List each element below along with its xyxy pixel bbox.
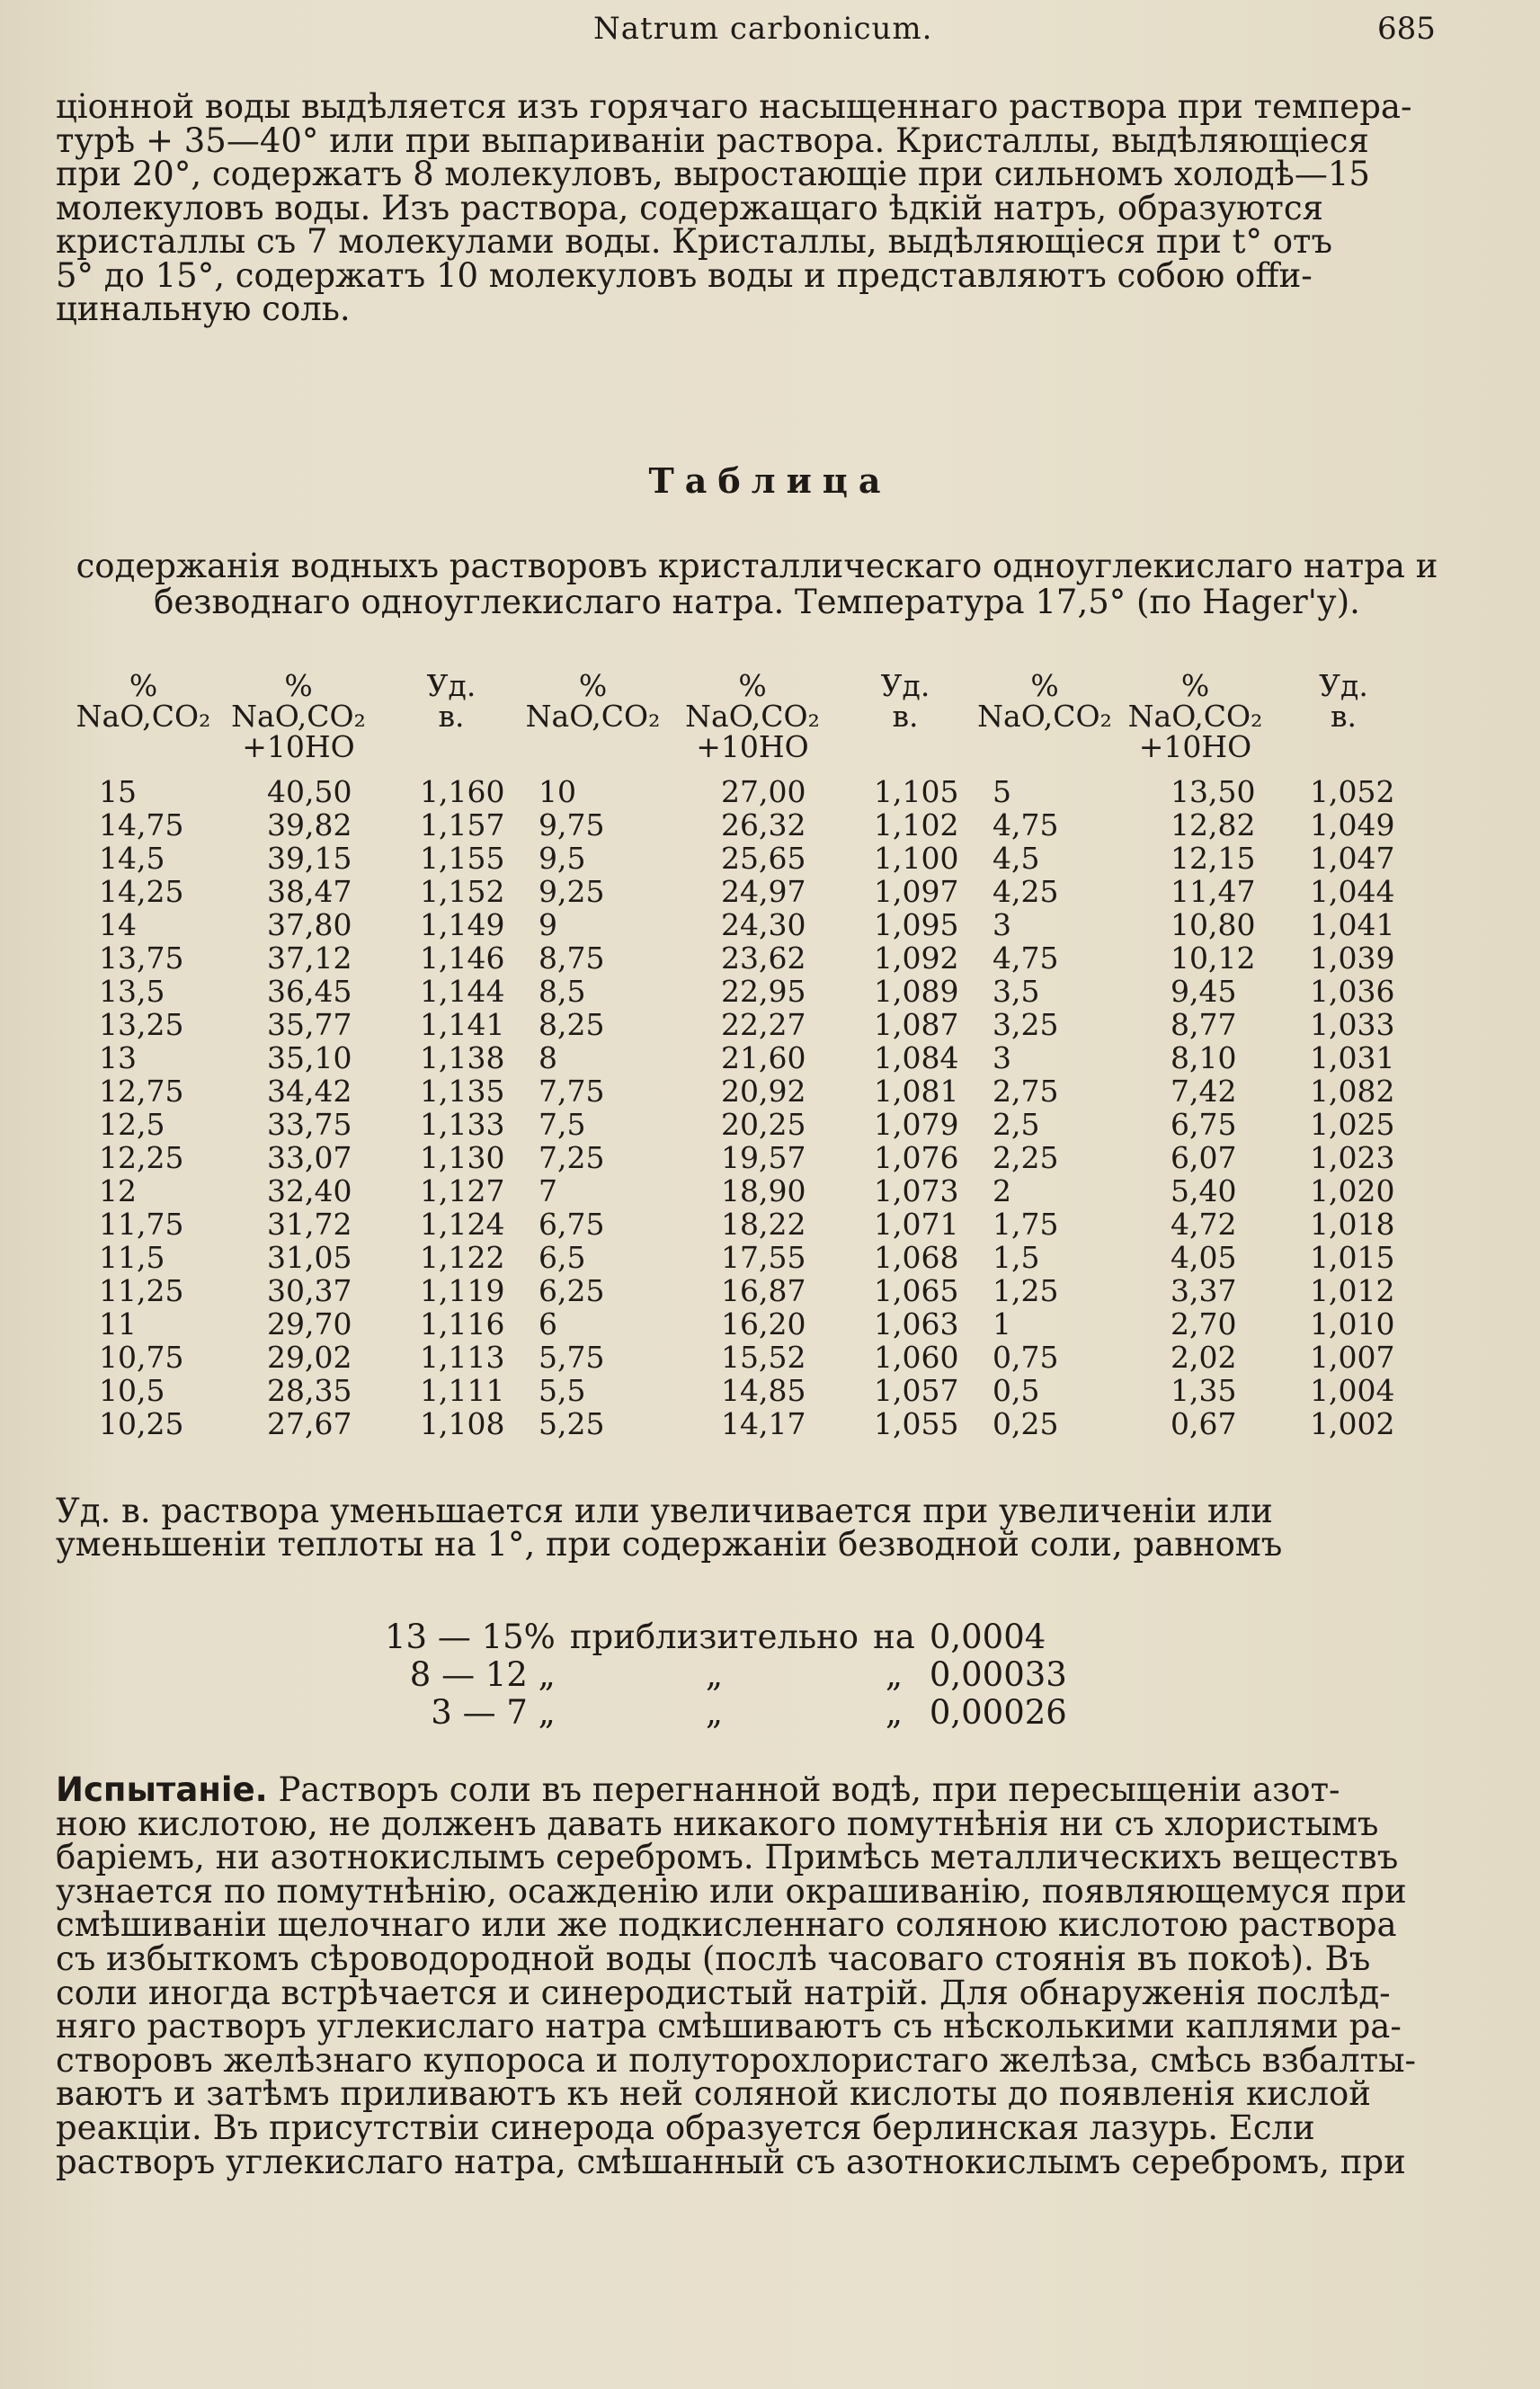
table-cell: 1,5: [993, 1240, 1040, 1275]
table-cell: 1,012: [1310, 1273, 1395, 1308]
table-cell: 2,75: [993, 1074, 1059, 1109]
table-row: [74, 842, 1413, 875]
table-cell: 5,5: [539, 1373, 586, 1408]
table-cell: 1,092: [874, 940, 959, 976]
column-header-main: в.: [892, 699, 919, 734]
table-row: [74, 908, 1413, 941]
table-cell: 14: [99, 907, 137, 942]
table-cell: 1,102: [874, 807, 959, 842]
table-cell: 1,015: [1310, 1240, 1395, 1275]
table-cell: 1,157: [420, 807, 505, 842]
table-cell: 37,80: [267, 907, 352, 942]
table-caption: [56, 548, 1458, 620]
table-cell: 28,35: [267, 1373, 352, 1408]
table-cell: 1,116: [420, 1306, 505, 1342]
table-cell: 12,5: [99, 1107, 165, 1142]
table-cell: 10,75: [99, 1340, 184, 1375]
table-cell: 29,70: [267, 1306, 352, 1342]
table-cell: 1,049: [1310, 807, 1395, 842]
caption-line: безводнаго одноуглекислаго натра. Температура 17,5° (по Hager'у).: [154, 583, 1360, 621]
column-header-main: NaO,CO₂: [76, 699, 211, 734]
running-title: Natrum carbonicum.: [593, 11, 933, 47]
paragraph-line: ціонной воды выдѣляется изъ горячаго насыщеннаго раствора при темпера-: [56, 87, 1412, 126]
table-cell: 13,75: [99, 940, 184, 976]
table-cell: 35,77: [267, 1007, 352, 1042]
testing-line: реакціи. Въ присутствіи синерода образуется берлинская лазурь. Если: [56, 2108, 1315, 2147]
table-cell: 1,113: [420, 1340, 505, 1375]
table-cell: 38,47: [267, 874, 352, 909]
table-cell: 20,25: [721, 1107, 806, 1142]
table-cell: 10,12: [1171, 940, 1256, 976]
column-header-sub: +10HO: [696, 729, 809, 764]
table-cell: 6,75: [539, 1207, 605, 1242]
table-cell: 1,160: [420, 774, 505, 809]
table-cell: 1,152: [420, 874, 505, 909]
paragraph-line: турѣ + 35—40° или при выпариваніи раствора. Кристаллы, выдѣляющіеся: [56, 120, 1369, 160]
table-cell: 1,047: [1310, 841, 1395, 876]
table-cell: 1,097: [874, 874, 959, 909]
table-row: [74, 1374, 1413, 1407]
column-header-top: %: [1030, 668, 1059, 703]
testing-line: растворъ углекислаго натра, смѣшанный съ азотнокислымъ серебромъ, при: [56, 2142, 1406, 2181]
table-cell: 27,67: [267, 1406, 352, 1441]
table-cell: 1,079: [874, 1107, 959, 1142]
table-cell: 5,75: [539, 1340, 605, 1375]
table-cell: 3,37: [1171, 1273, 1237, 1308]
table-cell: 33,75: [267, 1107, 352, 1142]
table-cell: 10,25: [99, 1406, 184, 1441]
correction-prep: „: [885, 1693, 904, 1732]
table-cell: 1,122: [420, 1240, 505, 1275]
table-row: [74, 941, 1413, 975]
table-cell: 18,90: [721, 1173, 806, 1208]
table-cell: 1,111: [420, 1373, 505, 1408]
table-cell: 16,87: [721, 1273, 806, 1308]
table-cell: 39,82: [267, 807, 352, 842]
table-cell: 14,25: [99, 874, 184, 909]
table-row: [74, 1407, 1413, 1440]
table-cell: 13,5: [99, 974, 165, 1009]
table-cell: 22,95: [721, 974, 806, 1009]
table-cell: 31,05: [267, 1240, 352, 1275]
table-cell: 7,5: [539, 1107, 586, 1142]
table-cell: 1,089: [874, 974, 959, 1009]
table-cell: 9,25: [539, 874, 605, 909]
table-cell: 3: [993, 1040, 1011, 1075]
table-cell: 21,60: [721, 1040, 806, 1075]
table-cell: 1,004: [1310, 1373, 1395, 1408]
table-cell: 6,5: [539, 1240, 586, 1275]
table-cell: 29,02: [267, 1340, 352, 1375]
table-row: [74, 1008, 1413, 1041]
table-cell: 1,108: [420, 1406, 505, 1441]
table-cell: 15: [99, 774, 137, 809]
table-cell: 31,72: [267, 1207, 352, 1242]
table-cell: 2,25: [993, 1140, 1059, 1175]
table-cell: 14,85: [721, 1373, 806, 1408]
table-cell: 1,144: [420, 974, 505, 1009]
table-cell: 9,5: [539, 841, 586, 876]
column-header-main: в.: [438, 699, 465, 734]
table-cell: 4,05: [1171, 1240, 1237, 1275]
table-cell: 23,62: [721, 940, 806, 976]
table-cell: 3,25: [993, 1007, 1059, 1042]
table-cell: 6: [539, 1306, 557, 1342]
testing-first-line-text: Растворъ соли въ перегнанной водѣ, при пересыщеніи азот-: [267, 1770, 1340, 1809]
correction-value: 0,00026: [929, 1693, 1067, 1732]
table-cell: 7: [539, 1173, 557, 1208]
table-cell: 1,052: [1310, 774, 1395, 809]
table-cell: 34,42: [267, 1074, 352, 1109]
table-cell: 1,130: [420, 1140, 505, 1175]
table-cell: 26,32: [721, 807, 806, 842]
correction-range: 13 — 15%: [385, 1618, 556, 1656]
correction-row: [378, 1618, 1074, 1656]
table-cell: 33,07: [267, 1140, 352, 1175]
column-header: [1117, 668, 1274, 775]
table-cell: 1,082: [1310, 1074, 1395, 1109]
column-header-top: Уд.: [1319, 668, 1368, 703]
table-row: [74, 1241, 1413, 1274]
column-header-main: NaO,CO₂: [231, 699, 366, 734]
table-cell: 3,5: [993, 974, 1040, 1009]
table-cell: 0,67: [1171, 1406, 1237, 1441]
table-cell: 12: [99, 1173, 137, 1208]
table-row: [74, 975, 1413, 1008]
column-header: [838, 668, 973, 775]
table-cell: 1,141: [420, 1007, 505, 1042]
table-cell: 1,044: [1310, 874, 1395, 909]
table-cell: 4,75: [993, 807, 1059, 842]
table-cell: 1,100: [874, 841, 959, 876]
table-cell: 6,07: [1171, 1140, 1237, 1175]
table-cell: 1,138: [420, 1040, 505, 1075]
table-row: [74, 1307, 1413, 1341]
table-cell: 30,37: [267, 1273, 352, 1308]
testing-heading: Испытаніе.: [56, 1770, 268, 1809]
table-cell: 1,057: [874, 1373, 959, 1408]
table-cell: 1,002: [1310, 1406, 1395, 1441]
table-cell: 37,12: [267, 940, 352, 976]
column-header: [74, 668, 213, 775]
testing-line: створовъ желѣзнаго купороса и полуторохлористаго желѣза, смѣсь взбалты-: [56, 2040, 1417, 2080]
testing-line: баріемъ, ни азотнокислымъ серебромъ. Примѣсь металлическихъ веществъ: [56, 1838, 1399, 1877]
table-cell: 1,25: [993, 1273, 1059, 1308]
column-header: [1274, 668, 1413, 775]
table-cell: 35,10: [267, 1040, 352, 1075]
column-header-main: NaO,CO₂: [685, 699, 820, 734]
table-cell: 4,75: [993, 940, 1059, 976]
table-cell: 1,025: [1310, 1107, 1395, 1142]
testing-line: соли иногда встрѣчается и синеродистый натрій. Для обнаруженія послѣд-: [56, 1973, 1391, 2012]
running-head: [0, 7, 1540, 52]
paragraph-line: при 20°, содержатъ 8 молекуловъ, выростающіе при сильномъ холодѣ—15: [56, 155, 1370, 193]
correction-row: [378, 1656, 1074, 1694]
testing-line: няго растворъ углекислаго натра смѣшиваютъ съ нѣсколькими каплями ра-: [56, 2007, 1402, 2046]
paragraph-line: молекуловъ воды. Изъ раствора, содержащаго ѣдкій натръ, образуются: [56, 188, 1323, 227]
paragraph-line: кристаллы съ 7 молекулами воды. Кристаллы, выдѣляющіеся при t° отъ: [56, 222, 1333, 261]
correction-row: [378, 1694, 1074, 1732]
table-title: Таблица: [648, 460, 892, 501]
column-header: [973, 668, 1117, 775]
table-cell: 13,50: [1171, 774, 1256, 809]
column-header-top: %: [738, 668, 767, 703]
table-cell: 1,076: [874, 1140, 959, 1175]
table-cell: 2: [993, 1173, 1011, 1208]
table-cell: 12,15: [1171, 841, 1256, 876]
table-cell: 1,033: [1310, 1007, 1395, 1042]
table-cell: 7,42: [1171, 1074, 1237, 1109]
table-cell: 0,5: [993, 1373, 1040, 1408]
correction-value: 0,00033: [929, 1655, 1067, 1694]
note-line: уменьшеніи теплоты на 1°, при содержаніи безводной соли, равномъ: [56, 1525, 1283, 1564]
table-cell: 4,5: [993, 841, 1040, 876]
correction-range: 3 — 7 „: [431, 1693, 556, 1732]
table-cell: 24,97: [721, 874, 806, 909]
table-cell: 1,087: [874, 1007, 959, 1042]
table-cell: 12,82: [1171, 807, 1256, 842]
table-cell: 1,119: [420, 1273, 505, 1308]
column-header-main: NaO,CO₂: [1127, 699, 1263, 734]
table-cell: 18,22: [721, 1207, 806, 1242]
correction-phrase: „: [705, 1655, 724, 1694]
testing-section: [56, 1770, 1445, 2181]
table-cell: 8: [539, 1040, 557, 1075]
table-cell: 1,35: [1171, 1373, 1237, 1408]
table-cell: 1,127: [420, 1173, 505, 1208]
testing-line: съ избыткомъ сѣроводородной воды (послѣ часоваго стоянія въ покоѣ). Въ: [56, 1939, 1371, 1978]
table-cell: 5: [993, 774, 1011, 809]
table-cell: 8,77: [1171, 1007, 1237, 1042]
table-cell: 39,15: [267, 841, 352, 876]
table-cell: 14,75: [99, 807, 184, 842]
solution-content-table: [74, 668, 1413, 1441]
specific-gravity-note: [56, 1492, 1440, 1564]
note-line: Уд. в. раствора уменьшается или увеличивается при увеличеніи или: [56, 1492, 1273, 1530]
table-cell: 13,25: [99, 1007, 184, 1042]
table-cell: 1,75: [993, 1207, 1059, 1242]
table-cell: 1,065: [874, 1273, 959, 1308]
caption-line: содержанія водныхъ растворовъ кристаллическаго одноуглекислаго натра и: [76, 547, 1438, 585]
paragraph-line: цинальную соль.: [56, 290, 351, 328]
table-row: [74, 1041, 1413, 1074]
table-cell: 0,25: [993, 1406, 1059, 1441]
table-cell: 2,70: [1171, 1306, 1237, 1342]
table-cell: 24,30: [721, 907, 806, 942]
table-cell: 1,146: [420, 940, 505, 976]
table-cell: 14,17: [721, 1406, 806, 1441]
table-cell: 5,25: [539, 1406, 605, 1441]
testing-line: ною кислотою, не долженъ давать никакого помутнѣнія ни съ хлористымъ: [56, 1804, 1379, 1843]
table-cell: 12,25: [99, 1140, 184, 1175]
table-cell: 10: [539, 774, 576, 809]
table-cell: 1,068: [874, 1240, 959, 1275]
testing-line: смѣшиваніи щелочнаго или же подкисленнаго соляною кислотою раствора: [56, 1905, 1397, 1945]
testing-line: узнается по помутнѣнію, осажденію или окрашиванію, появляющемуся при: [56, 1871, 1407, 1911]
column-header: [519, 668, 667, 775]
column-header-sub: +10HO: [242, 729, 355, 764]
table-cell: 1,124: [420, 1207, 505, 1242]
table-cell: 4,72: [1171, 1207, 1237, 1242]
table-cell: 25,65: [721, 841, 806, 876]
table-cell: 1,036: [1310, 974, 1395, 1009]
table-cell: 8,25: [539, 1007, 605, 1042]
table-cell: 11,25: [99, 1273, 184, 1308]
column-header: [213, 668, 384, 775]
table-cell: 11,47: [1171, 874, 1256, 909]
table-cell: 7,25: [539, 1140, 605, 1175]
correction-phrase: приблизительно: [569, 1618, 859, 1656]
table-row: [74, 1141, 1413, 1174]
table-cell: 27,00: [721, 774, 806, 809]
table-cell: 22,27: [721, 1007, 806, 1042]
table-cell: 9,75: [539, 807, 605, 842]
table-cell: 1,041: [1310, 907, 1395, 942]
correction-value: 0,0004: [929, 1618, 1046, 1656]
table-row: [74, 1074, 1413, 1108]
column-header-main: NaO,CO₂: [977, 699, 1112, 734]
table-cell: 13: [99, 1040, 137, 1075]
table-cell: 5,40: [1171, 1173, 1237, 1208]
table-cell: 7,75: [539, 1074, 605, 1109]
table-cell: 4,25: [993, 874, 1059, 909]
temperature-correction-table: [378, 1618, 1074, 1732]
table-row: [74, 1208, 1413, 1241]
table-cell: 1: [993, 1306, 1011, 1342]
correction-range: 8 — 12 „: [409, 1655, 556, 1694]
table-row: [74, 808, 1413, 842]
table-row: [74, 1174, 1413, 1208]
column-header: [667, 668, 838, 775]
column-header-sub: +10HO: [1138, 729, 1252, 764]
table-cell: 10,80: [1171, 907, 1256, 942]
table-cell: 1,135: [420, 1074, 505, 1109]
table-cell: 1,073: [874, 1173, 959, 1208]
table-cell: 19,57: [721, 1140, 806, 1175]
table-cell: 8,5: [539, 974, 586, 1009]
table-cell: 6,25: [539, 1273, 605, 1308]
correction-prep: на: [873, 1618, 915, 1656]
table-header-row: [74, 671, 1413, 775]
table-cell: 1,084: [874, 1040, 959, 1075]
table-cell: 6,75: [1171, 1107, 1237, 1142]
table-cell: 17,55: [721, 1240, 806, 1275]
table-cell: 36,45: [267, 974, 352, 1009]
table-cell: 20,92: [721, 1074, 806, 1109]
table-cell: 1,031: [1310, 1040, 1395, 1075]
table-cell: 32,40: [267, 1173, 352, 1208]
table-cell: 1,095: [874, 907, 959, 942]
table-cell: 1,149: [420, 907, 505, 942]
table-cell: 1,133: [420, 1107, 505, 1142]
column-header-main: NaO,CO₂: [525, 699, 661, 734]
testing-first-line: [56, 1770, 1445, 1809]
table-cell: 1,020: [1310, 1173, 1395, 1208]
table-cell: 11,75: [99, 1207, 184, 1242]
table-cell: 1,105: [874, 774, 959, 809]
table-cell: 3: [993, 907, 1011, 942]
table-cell: 0,75: [993, 1340, 1059, 1375]
table-cell: 11: [99, 1306, 137, 1342]
column-header-top: %: [284, 668, 313, 703]
column-header-top: %: [1180, 668, 1210, 703]
table-cell: 1,007: [1310, 1340, 1395, 1375]
table-cell: 40,50: [267, 774, 352, 809]
column-header-top: %: [578, 668, 608, 703]
table-cell: 9,45: [1171, 974, 1237, 1009]
table-cell: 12,75: [99, 1074, 184, 1109]
table-cell: 2,5: [993, 1107, 1040, 1142]
table-cell: 1,081: [874, 1074, 959, 1109]
table-cell: 14,5: [99, 841, 165, 876]
correction-phrase: „: [705, 1693, 724, 1732]
table-cell: 11,5: [99, 1240, 165, 1275]
table-cell: 1,063: [874, 1306, 959, 1342]
table-cell: 1,155: [420, 841, 505, 876]
column-header-top: %: [129, 668, 158, 703]
table-cell: 1,055: [874, 1406, 959, 1441]
table-cell: 15,52: [721, 1340, 806, 1375]
table-row: [74, 1341, 1413, 1374]
table-cell: 1,018: [1310, 1207, 1395, 1242]
page-number: 685: [1377, 11, 1436, 47]
table-row: [74, 775, 1413, 808]
paragraph-line: 5° до 15°, содержатъ 10 молекуловъ воды и представляютъ собою offи-: [56, 255, 1313, 295]
table-row: [74, 875, 1413, 908]
table-cell: 10,5: [99, 1373, 165, 1408]
column-header: [384, 668, 519, 775]
table-cell: 2,02: [1171, 1340, 1237, 1375]
table-cell: 1,023: [1310, 1140, 1395, 1175]
column-header-top: Уд.: [426, 668, 476, 703]
column-header-top: Уд.: [880, 668, 930, 703]
table-cell: 8,75: [539, 940, 605, 976]
correction-prep: „: [885, 1655, 904, 1694]
column-header-main: в.: [1330, 699, 1358, 734]
table-cell: 1,039: [1310, 940, 1395, 976]
table-cell: 8,10: [1171, 1040, 1237, 1075]
intro-paragraph: [56, 87, 1440, 328]
table-cell: 16,20: [721, 1306, 806, 1342]
table-cell: 1,010: [1310, 1306, 1395, 1342]
table-row: [74, 1108, 1413, 1141]
table-cell: 1,071: [874, 1207, 959, 1242]
table-row: [74, 1274, 1413, 1307]
table-cell: 9: [539, 907, 557, 942]
table-cell: 1,060: [874, 1340, 959, 1375]
testing-line: ваютъ и затѣмъ приливаютъ къ ней соляной кислоты до появленія кислой: [56, 2074, 1371, 2114]
